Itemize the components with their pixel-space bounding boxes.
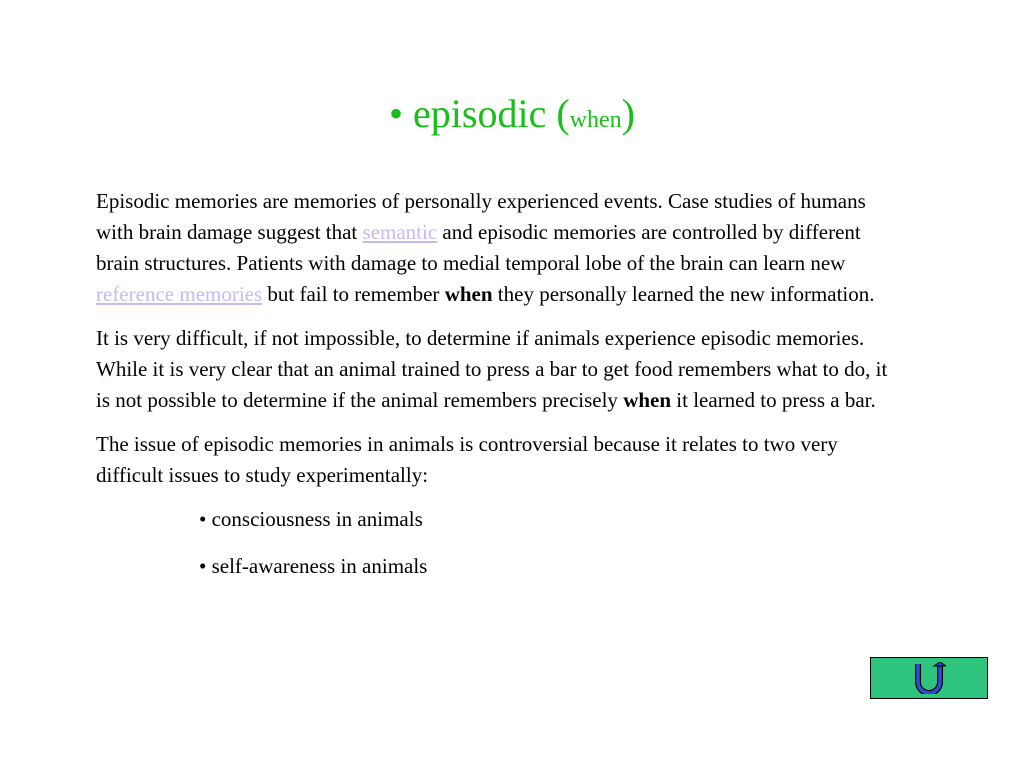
return-button[interactable] <box>870 657 988 699</box>
paragraph-1-text-c: but fail to remember <box>262 282 445 306</box>
u-turn-return-icon <box>912 662 946 694</box>
paragraph-2-bold-when: when <box>623 388 672 412</box>
paragraph-2-text-a: It is very difficult, if not impossible, to determine if animals experience episodic memories. While it is very clear that an animal trained to press a bar to get food remembers what to do, it is not possible to determine if the animal remembers precisely <box>96 326 888 412</box>
paragraph-3: The issue of episodic memories in animals is controversial because it relates to two very difficult issues to study experimentally: <box>96 432 838 487</box>
link-semantic[interactable]: semantic <box>362 220 438 244</box>
paragraph-1-text-b: and episodic memories are controlled by different brain structures. Patients with damage to medial temporal lobe of the brain can learn new <box>96 220 861 275</box>
paragraph-1-text-a: Episodic memories are memories of personally experienced events. Case studies of humans with brain damage suggest that <box>96 189 866 244</box>
paragraph-1 <box>96 186 906 310</box>
title-when: when <box>569 107 622 133</box>
paragraph-1-bold-when: when <box>444 282 493 306</box>
bullet-item: • consciousness in animals <box>199 507 423 531</box>
title-text: • episodic ( <box>389 91 570 136</box>
bullet-item: • self-awareness in animals <box>199 554 428 578</box>
link-reference-memories[interactable]: reference memories <box>96 282 263 306</box>
slide-body <box>96 186 906 598</box>
bullet-list <box>199 504 906 582</box>
slide-title <box>0 88 1024 146</box>
paragraph-1-text-d: they personally learned the new information. <box>492 282 875 306</box>
paragraph-2 <box>96 323 906 416</box>
title-close-paren: ) <box>621 91 635 136</box>
paragraph-2-text-b: it learned to press a bar. <box>671 388 876 412</box>
